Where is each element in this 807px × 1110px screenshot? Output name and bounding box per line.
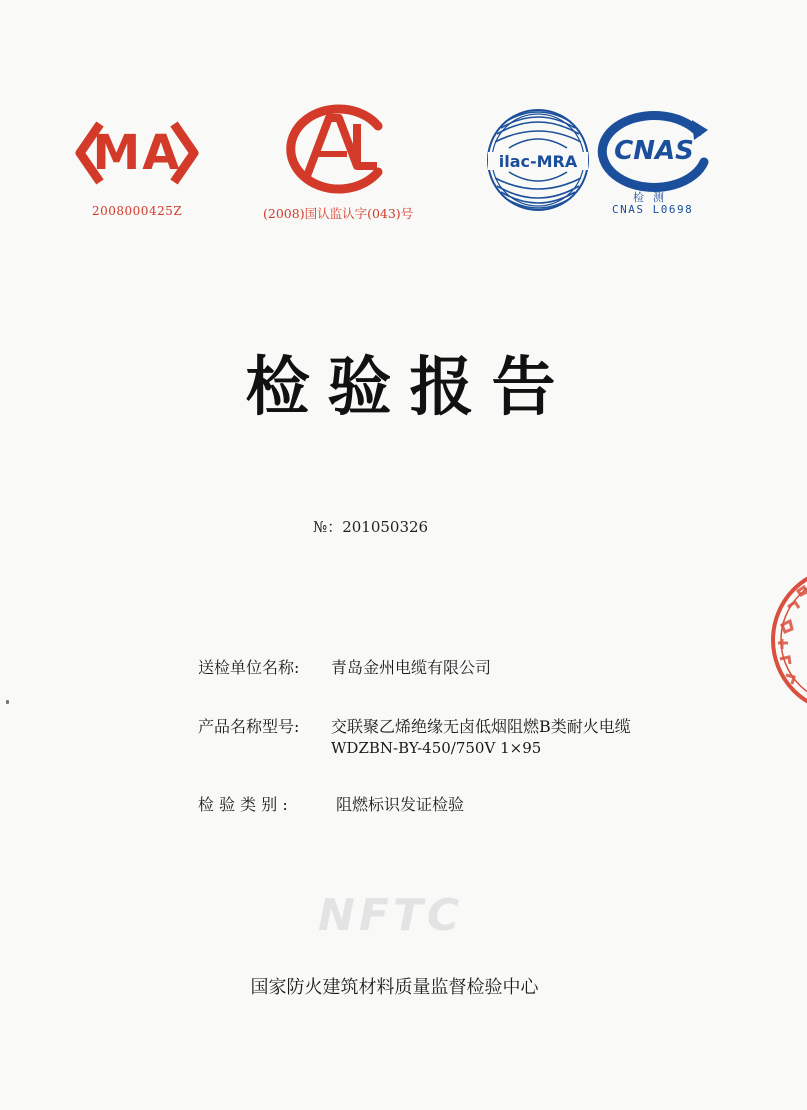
product-label: 产品名称型号: bbox=[198, 717, 300, 736]
report-title: 检验报告 bbox=[245, 351, 574, 425]
cnas-logo bbox=[596, 110, 716, 200]
nftc-watermark: NFTC bbox=[318, 890, 464, 941]
cma-certificate-number: 2008000425Z bbox=[92, 204, 183, 218]
client-label: 送检单位名称: bbox=[198, 658, 300, 677]
cnas-check-label: 检测 bbox=[633, 191, 673, 204]
cma-logo bbox=[72, 118, 202, 188]
report-number: №：201050326 bbox=[313, 518, 429, 536]
cnas-logo-text: CNAS bbox=[614, 136, 694, 166]
ilac-mra-logo bbox=[483, 104, 593, 216]
scan-speck bbox=[6, 700, 9, 704]
inspection-type-value: 阻燃标识发证检验 bbox=[336, 795, 465, 814]
ilac-mra-text: ilac-MRA bbox=[498, 152, 578, 171]
cnas-accreditation-code: CNAS L0698 bbox=[612, 203, 694, 216]
product-name-value: 交联聚乙烯绝缘无卤低烟阻燃B类耐火电缆 bbox=[331, 717, 631, 736]
cma-logo-letters: MA bbox=[92, 125, 182, 181]
cal-logo bbox=[285, 104, 393, 194]
official-seal-stamp bbox=[760, 555, 807, 725]
product-model-value: WDZBN-BY-450/750V 1×95 bbox=[331, 739, 542, 757]
inspection-type-label: 检 验 类 别 : bbox=[198, 795, 288, 814]
cal-certificate-number: (2008)国认监认字(043)号 bbox=[263, 206, 414, 221]
issuing-organization: 国家防火建筑材料质量监督检验中心 bbox=[250, 977, 539, 998]
client-value: 青岛金州电缆有限公司 bbox=[331, 658, 492, 677]
